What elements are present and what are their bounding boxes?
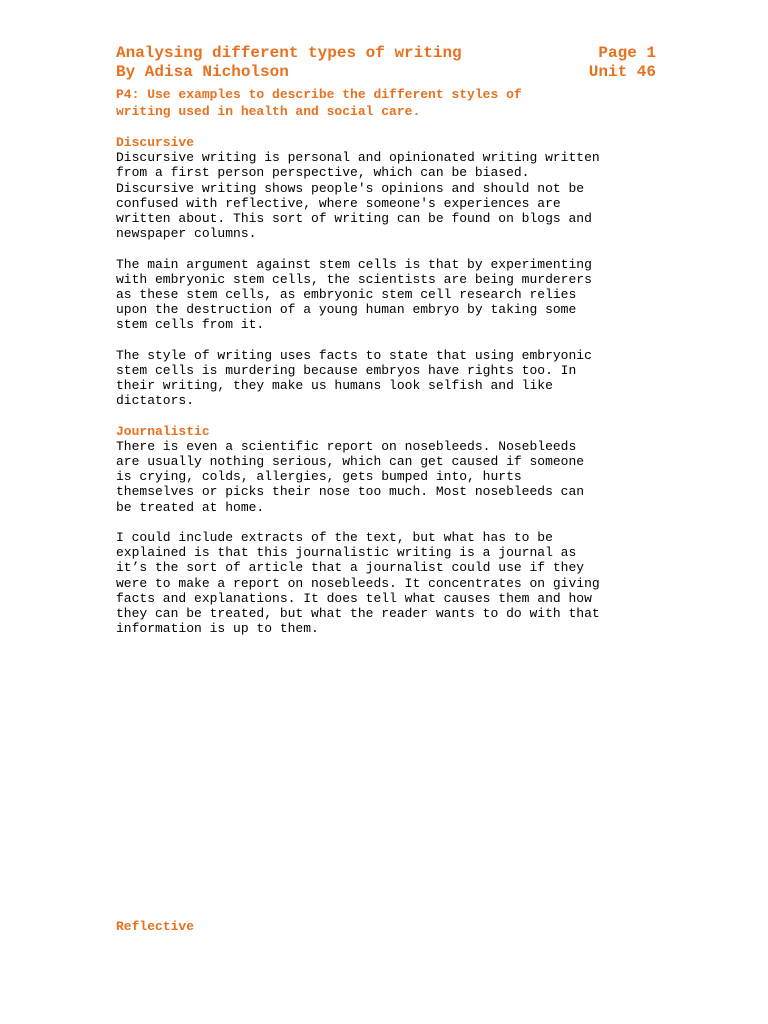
page-number: Page 1 — [598, 44, 656, 62]
unit-number: Unit 46 — [588, 63, 656, 81]
author-name: By Adisa Nicholson — [116, 63, 289, 81]
task-description: P4: Use examples to describe the different styles of writing used in health and social care. — [116, 87, 522, 119]
journalistic-paragraph-2: I could include extracts of the text, but what has to be explained is that this journalistic writing is a journal as it’s the sort of article that a journalist could use if they were to make a report on nosebleeds. It concentrates on giving facts and explanations. It does tell what causes them and how they can be treated, but what the reader wants to do with that information is up to them. — [116, 530, 600, 637]
discursive-paragraph-2: The main argument against stem cells is that by experimenting with embryonic stem cells, the scientists are being murderers as these stem cells, as embryonic stem cell research relies upon the destruction of a young human embryo by taking some stem cells from it. — [116, 256, 592, 333]
journalistic-paragraph-1: There is even a scientific report on nosebleeds. Nosebleeds are usually nothing serious, which can get caused if someone is crying, colds, allergies, gets bumped into, hurts themselves or picks their nose too much. Most nosebleeds can be treated at home. — [116, 438, 585, 515]
heading-journalistic: Journalistic — [116, 423, 210, 439]
spacer — [116, 333, 656, 348]
document-title: Analysing different types of writing — [116, 44, 462, 62]
spacer — [116, 241, 656, 256]
discursive-paragraph-3: The style of writing uses facts to state that using embryonic stem cells is murdering because embryos have rights too. In their writing, they make us humans look selfish and like dictators. — [116, 347, 592, 409]
spacer — [116, 120, 656, 135]
discursive-paragraph-1: Discursive writing is personal and opinionated writing written from a first person perspective, which can be biased. Discursive writing shows people's opinions and should not be confused with reflective, where someone's experiences are written about. This sort of writing can be found on blogs and newspaper columns. — [116, 150, 600, 242]
document-page — [116, 44, 656, 636]
header-row-title — [116, 44, 656, 63]
spacer — [116, 409, 656, 424]
heading-reflective: Reflective — [116, 919, 195, 934]
heading-discursive: Discursive — [116, 135, 195, 151]
header-row-author — [116, 63, 656, 82]
spacer — [116, 515, 656, 530]
